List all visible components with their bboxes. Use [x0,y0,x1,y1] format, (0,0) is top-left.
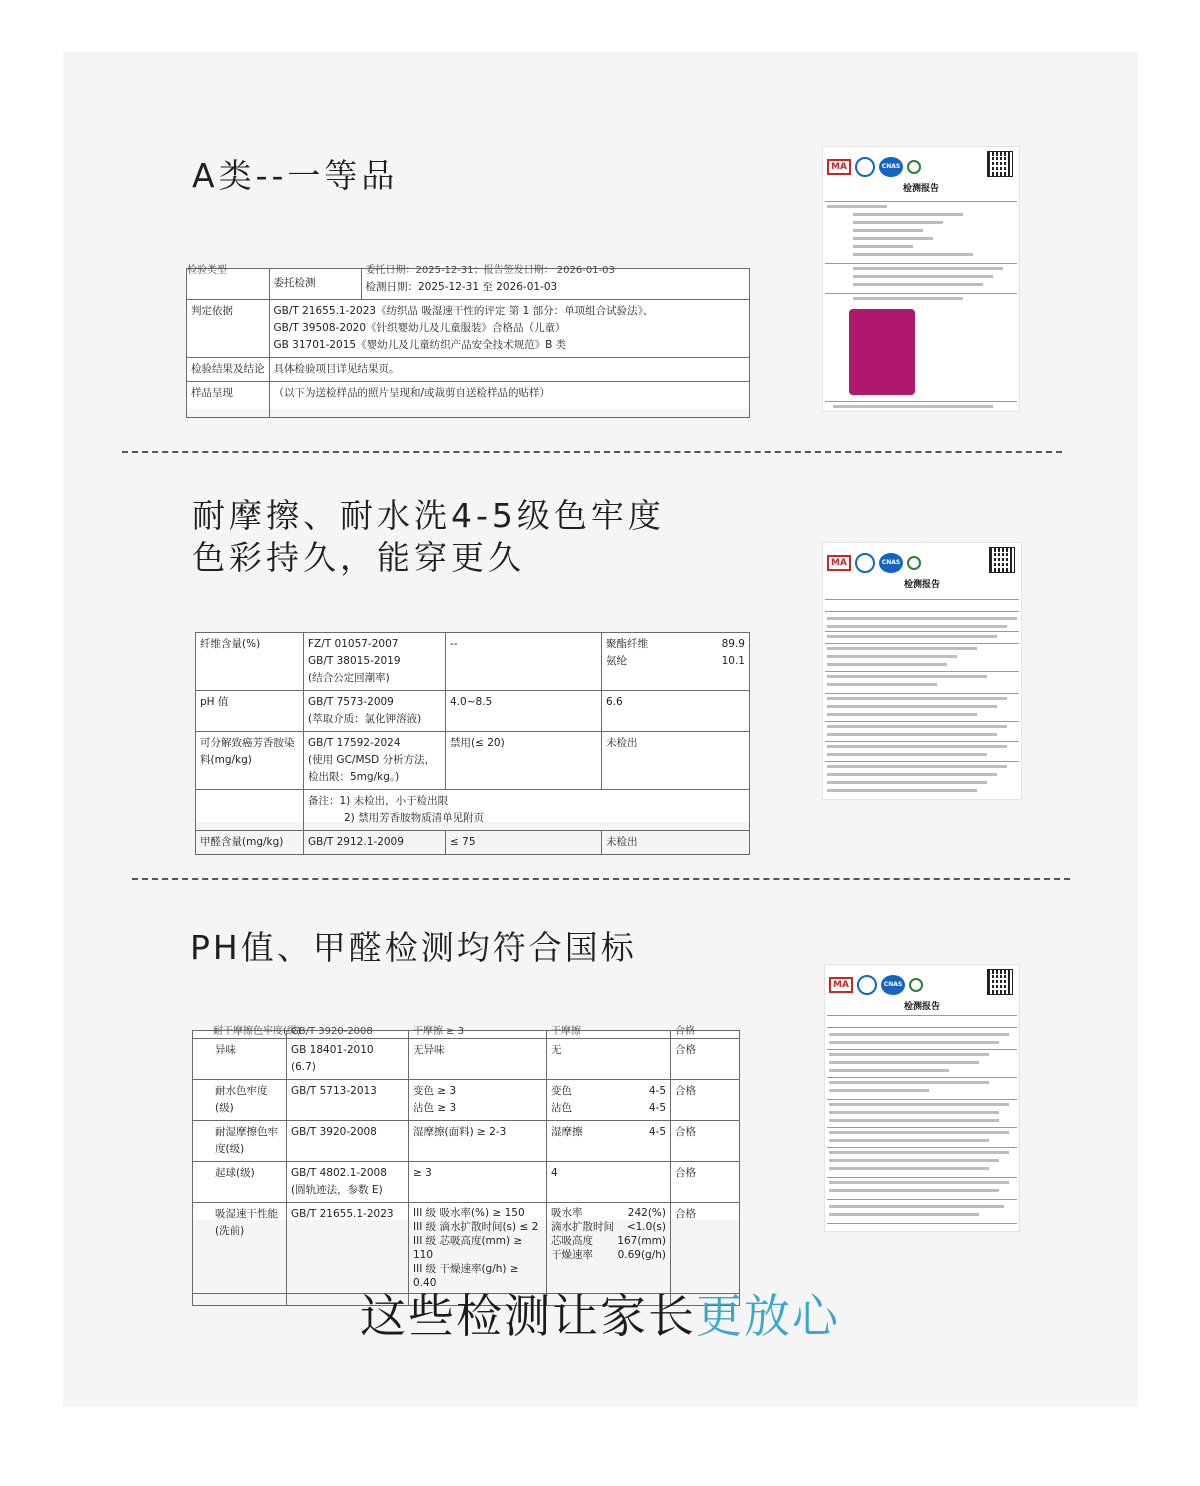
ma-logo-icon: MA [827,159,851,175]
report-title: 检测报告 [903,1002,940,1012]
section-2-title-line1: 耐摩擦、耐水洗4-5级色牢度 [192,496,665,535]
section-2-title-line2: 色彩持久，能穿更久 [192,538,525,577]
cnas-logo-icon: CNAS [881,975,905,995]
report-title: 检测报告 [903,580,940,590]
section-1-table-snippet: 检验类型 委托检测 委托日期：2025-12-31；报告签发日期： 2026-01-03 检测日期：2025-12-31 至 2026-01-03 判定依据 GB/T 21655.1-2023《纺织品 吸湿速干性的评定 第 1 部分：单项组合试验法》、 GB/T 39508-2020《针织婴幼儿及儿童服装》合格品（儿童） GB 31701-2015《婴幼儿及儿童纺织产品安全技术规范》B 类 检验结果及结论 具体检验项目详见结果页。 样品呈现 （以下为送检样品的照片呈现和/或裁剪自送检样品的贴样） [186,268,750,409]
qr-code-icon [987,151,1013,177]
cert-logos [829,973,923,997]
qr-code-icon [987,969,1013,995]
section-3-title: PH值、甲醛检测均符合国标 [190,928,637,967]
divider-1 [122,451,1062,453]
ma-logo-icon: MA [827,555,851,571]
cert-logos [827,551,921,575]
closing-slogan [0,1280,1200,1346]
closing-main-text: 这些检测让家长 [360,1289,696,1343]
ilac-logo-icon [855,553,875,573]
closing-accent-text: 更放心 [696,1289,840,1343]
cnas-logo-icon: CNAS [879,157,903,177]
cnas-logo-icon: CNAS [879,553,903,573]
section-1-report-thumbnail [822,146,1020,412]
cert-logos [827,155,921,179]
ilac-logo-icon [855,157,875,177]
section-3-table-snippet: 耐干摩擦色牢度(级) GB/T 3920-2008 干摩擦 ≥ 3 干摩擦 合格 异味 GB 18401-2010 (6.7) 无异味 无 合格 耐水色牢度(级) GB/T 5713-2013 变色 ≥ 3 沾色 ≥ 3 变色 4-5 沾色 4-5 合格 耐湿摩擦色牢度(级) GB/T 3920-2008 湿摩擦(面料) ≥ 2-3 湿摩擦 4-5 合格 起球(级) GB/T 4802.1-2008 (圆轨迹法，参数 E) ≥ 3 4 合格 吸湿速干性能(洗前) GB/T 21655.1-2023 III 级 吸水率(%) ≥ 150 III 级 滴水扩散时间(s) ≤ 2 III 级 芯吸高度(mm) ≥ 110 III 级 干燥速率(g/h) ≥ 0.40 吸水率 242(%) 滴水扩散时间 <1.0(s) 芯吸高度 167(mm) 干燥速率 0.69(g/h) 合格 [192,1030,740,1220]
ma-logo-icon: MA [829,977,853,993]
section-1-title: A类--一等品 [192,156,399,195]
badge-icon [909,978,923,992]
qr-code-icon [989,547,1015,573]
section-2-table-snippet: 纤维含量(%) FZ/T 01057-2007 GB/T 38015-2019 (结合公定回潮率) -- 聚酯纤维 89.9 氨纶 10.1 pH 值 GB/T 7573-2009 (萃取介质：氯化钾溶液) 4.0~8.5 6.6 可分解致癌芳香胺染料(mg/kg) GB/T 17592-2024 (使用 GC/MSD 分析方法， 检出限：5mg/kg。) 禁用(≤ 20) 未检出 备注：1) 未检出，小于检出限 2) 禁用芳香胺物质清单见附页 甲醛含量(mg/kg) GB/T 2912.1-2009 ≤ 75 未检出 [195,632,750,822]
section-2-report-thumbnail [822,542,1022,800]
fabric-sample-photo [849,309,915,395]
badge-icon [907,160,921,174]
ilac-logo-icon [857,975,877,995]
section-3-report-thumbnail [824,964,1020,1232]
report-title: 检测报告 [902,184,939,194]
divider-2 [132,878,1070,880]
badge-icon [907,556,921,570]
